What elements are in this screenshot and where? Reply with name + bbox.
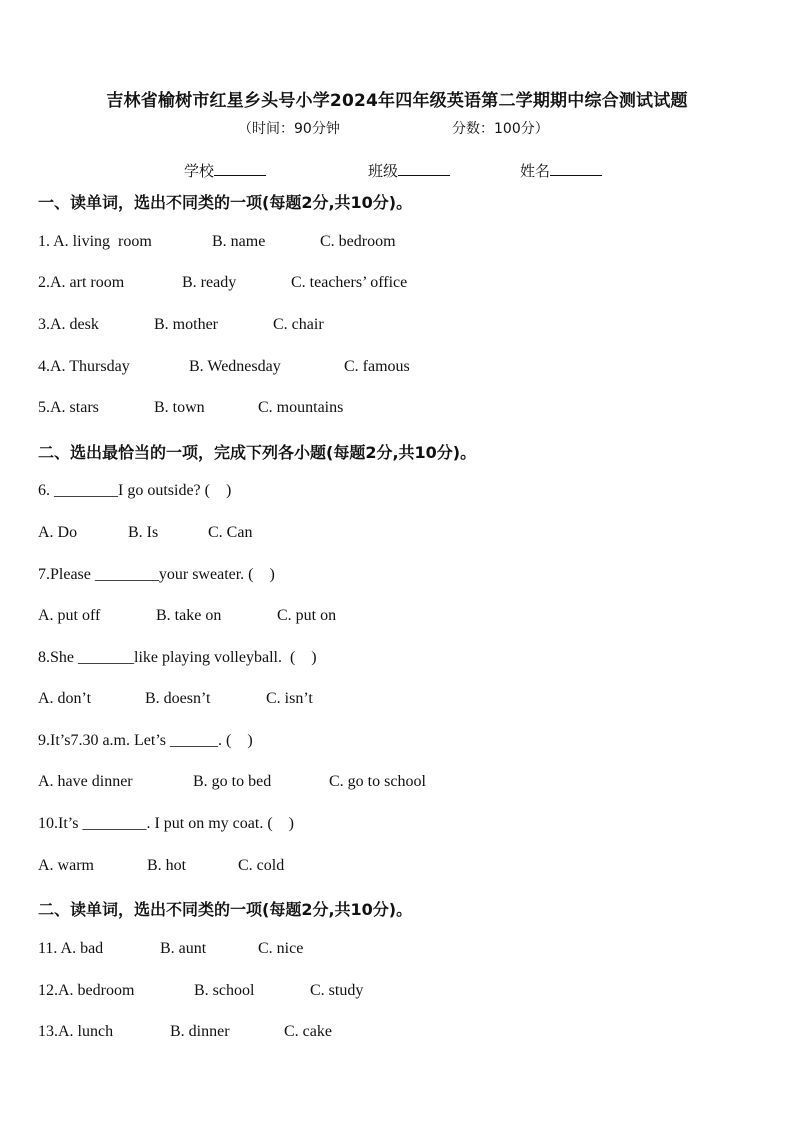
q7-stem: 7.Please ________your sweater. ( ) [38,566,275,583]
name-blank [550,161,602,176]
q8-stem: 8.She _______like playing volleyball. ( ) [38,649,317,666]
q11-option-c: C. nice [258,940,304,957]
q10-option-c: C. cold [238,857,285,874]
q2-option-b: B. ready [182,274,237,291]
q4-option-a: 4.A. Thursday [38,358,130,375]
school-label: 学校 [184,162,215,180]
q12-option-b: B. school [194,982,255,999]
q2-option-a: 2.A. art room [38,274,125,291]
q4-option-b: B. Wednesday [189,358,281,375]
section-1-heading: 一、读单词，选出不同类的一项(每题2分,共10分)。 [38,193,413,212]
q4-option-c: C. famous [344,358,410,375]
q8-option-b: B. doesn’t [145,690,211,707]
q6-option-b: B. Is [128,524,159,541]
q11-option-a: 11. A. bad [38,940,104,957]
q11-option-b: B. aunt [160,940,207,957]
q10-option-b: B. hot [147,857,187,874]
q12-option-c: C. study [310,982,364,999]
q3-option-b: B. mother [154,316,218,333]
section-2-heading: 二、选出最恰当的一项，完成下列各小题(每题2分,共10分)。 [38,443,477,462]
q9-option-a: A. have dinner [38,773,133,790]
q3-option-c: C. chair [273,316,324,333]
q6-option-c: C. Can [208,524,253,541]
q9-option-b: B. go to bed [193,773,272,790]
section-3-heading: 二、读单词，选出不同类的一项(每题2分,共10分)。 [38,900,413,919]
q6-option-a: A. Do [38,524,78,541]
exam-score: 分数：100分） [452,121,549,137]
school-field [184,160,266,181]
class-blank [398,161,450,176]
exam-time: （时间：90分钟 [238,121,340,137]
q8-option-c: C. isn’t [266,690,313,707]
q9-option-c: C. go to school [329,773,426,790]
school-blank [214,161,266,176]
q7-option-a: A. put off [38,607,101,624]
q1-option-b: B. name [212,233,266,250]
q1-option-c: C. bedroom [320,233,396,250]
q2-option-c: C. teachers’ office [291,274,408,291]
name-field [520,160,602,181]
q9-stem: 9.It’s7.30 a.m. Let’s ______. ( ) [38,732,253,749]
q1-option-a: 1. A. living room [38,233,152,250]
class-field [368,160,450,181]
q7-option-c: C. put on [277,607,337,624]
name-label: 姓名 [520,162,551,180]
q5-option-a: 5.A. stars [38,399,99,416]
q12-option-a: 12.A. bedroom [38,982,135,999]
q10-stem: 10.It’s ________. I put on my coat. ( ) [38,815,294,832]
class-label: 班级 [368,162,399,180]
q6-stem: 6. ________I go outside? ( ) [38,482,232,499]
q10-option-a: A. warm [38,857,94,874]
q13-option-a: 13.A. lunch [38,1023,114,1040]
q8-option-a: A. don’t [38,690,92,707]
q13-option-b: B. dinner [170,1023,230,1040]
q13-option-c: C. cake [284,1023,332,1040]
q3-option-a: 3.A. desk [38,316,99,333]
q7-option-b: B. take on [156,607,222,624]
page-title: 吉林省榆树市红星乡头号小学2024年四年级英语第二学期期中综合测试试题 [106,91,688,111]
q5-option-c: C. mountains [258,399,344,416]
q5-option-b: B. town [154,399,205,416]
